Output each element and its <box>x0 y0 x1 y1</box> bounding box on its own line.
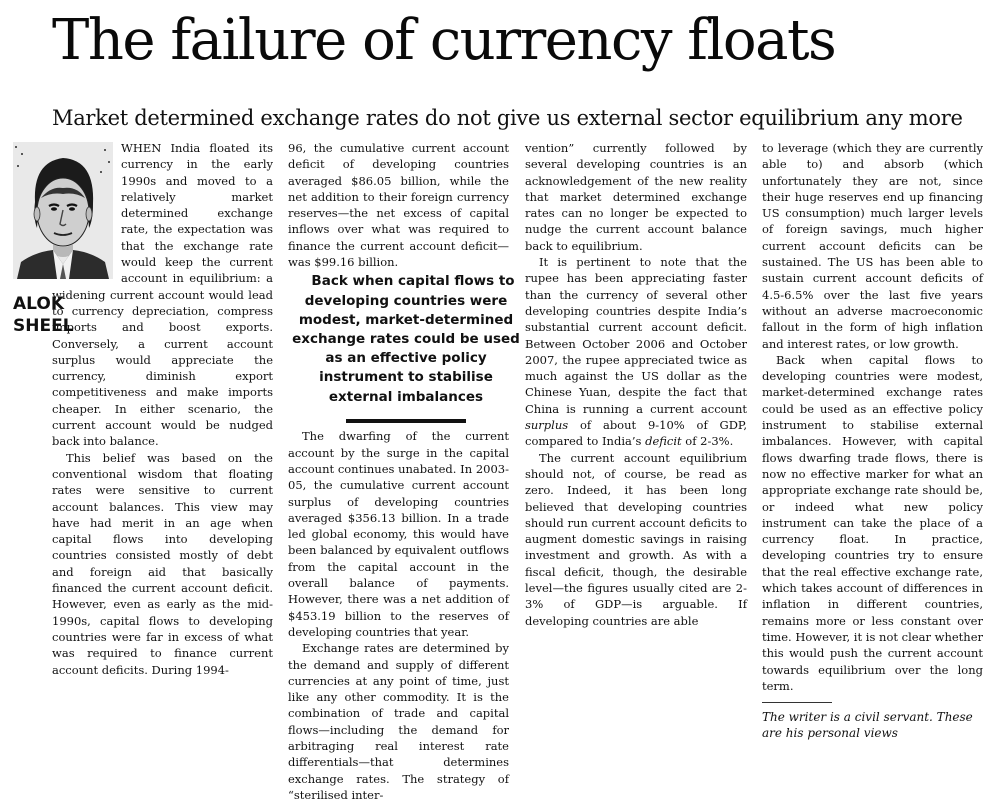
paragraph-9: to leverage (which they are currently able to) and absorb (which unfortunately they are not, since their huge reserves end up financing US consumption) much larger levels of foreign savings, much higher current account deficits can be sustained. The US has been able to sustain current account deficits of 4.5-6.5% over the last five years without an adverse macroeconomic fallout in the form of high inflation and interest rates, or low growth. <box>762 141 983 351</box>
paragraph-6: vention” currently followed by several developing countries is an acknowledgement of the new reality that market determined exchange rates can no longer be expected to nudge the current account balance back to equilibrium. <box>525 141 747 253</box>
paragraph-8: The current account equilibrium should not, of course, be read as zero. Indeed, it has been long believed that developing countries should run current account deficits to augment domestic savings in raising investment and growth. As with a fiscal deficit, though, the desirable level—the figures usually cited are 2-3% of GDP—is arguable. If developing countries are able <box>525 450 747 628</box>
pull-quote-divider <box>346 419 466 423</box>
article-column-3 <box>525 140 747 660</box>
surplus-emphasis: surplus <box>525 418 569 433</box>
paragraph-5: Exchange rates are determined by the demand and supply of different currencies at any point of time, just like any other commodity. It is the combination of trade and capital flows—including the demand for arbitraging real interest rate differentials—that determines exchange rates. The strategy of “sterilised inter- <box>288 641 509 802</box>
paragraph-1: WHEN India floated its currency in the early 1990s and moved to a relatively market determined exchange rate, the expectation was that the exchange rate would keep the current account in equilibrium: a widening current account would lead to currency depreciation, compress imports and boost exports. Conversely, a current account surplus would appreciate the currency, diminish export competitiveness and make imports cheaper. In either scenario, the current account would be nudged back into balance. <box>52 141 273 449</box>
author-last-name: SHEEL <box>13 316 74 336</box>
subheadline: Market determined exchange rates do not give us external sector equilibrium any more <box>52 106 963 130</box>
author-portrait-icon <box>13 142 113 279</box>
paragraph-10: Back when capital flows to developing countries were modest, market-determined exchange rates could be used as an effective policy instrument to stabilise external imbalances. However, with capital flows dwarfing trade flows, there is now no effective marker for what an appropriate exchange rate should be, or indeed what new policy instrument can take the place of a currency float. In practice, developing countries try to ensure that the real effective exchange rate, which takes account of differences in inflation in different countries, remains more or less constant over time. However, it is not clear whether this would push the current account towards equilibrium over the long term. <box>762 352 983 693</box>
paragraph-7-end: of 2-3%. <box>681 434 734 449</box>
paragraph-2: This belief was based on the conventional wisdom that floating rates were sensitive to current account balances. This view may have had merit in an age when capital flows into developing countries consisted mostly of debt and foreign aid that basically financed the current account deficit. However, even as early as the mid-1990s, capital flows to developing countries were far in excess of what was required to finance current account deficits. During 1994- <box>52 450 273 677</box>
pull-quote-wrap-space <box>285 256 381 408</box>
deficit-emphasis: deficit <box>645 434 682 449</box>
paragraph-7 <box>525 254 747 450</box>
footnote-rule <box>762 702 832 703</box>
author-first-name: ALOK <box>13 294 65 314</box>
author-photo <box>13 142 113 279</box>
paragraph-3: 96, the cumulative current account deficit of developing countries averaged $86.05 billion, while the net addition to their foreign currency reserves—the net excess of capital inflows over what was required to finance the current account deficit—was $99.16 billion. <box>288 141 509 270</box>
article-column-4 <box>762 140 983 741</box>
paragraph-4-text: The dwarfing of the current account by the surge in the capital account continues unabated. In 2003-05, the cumulative current account surplus of developing countries averaged $356.13 billion. In a trade led global economy, this would have been balanced by equivalent outflows from the capital account in the overall balance of payments. However, there was a net addition of $453.19 billion to the reserves of developing countries that year. <box>288 429 509 639</box>
headline: The failure of currency floats <box>52 8 836 73</box>
article-column-1 <box>52 140 273 677</box>
pull-quote-text: Back when capital flows to developing countries were modest, market-determined exchange rates could be used as an effective policy instrument to stabilise external imbalances <box>292 273 520 405</box>
paragraph-7-mid: of about 9-10% of GDP, compared to India’s <box>525 418 747 449</box>
paragraph-7-text: It is pertinent to note that the rupee has been appreciating faster than the currency of several other developing countries despite India’s substantial current account deficit. Between October 2006 and October 2007, the rupee appreciated twice as much against the US dollar as the Chinese Yuan, despite the fact that China is running a current account <box>525 255 747 416</box>
author-footnote: The writer is a civil servant. These are his personal views <box>762 710 973 741</box>
